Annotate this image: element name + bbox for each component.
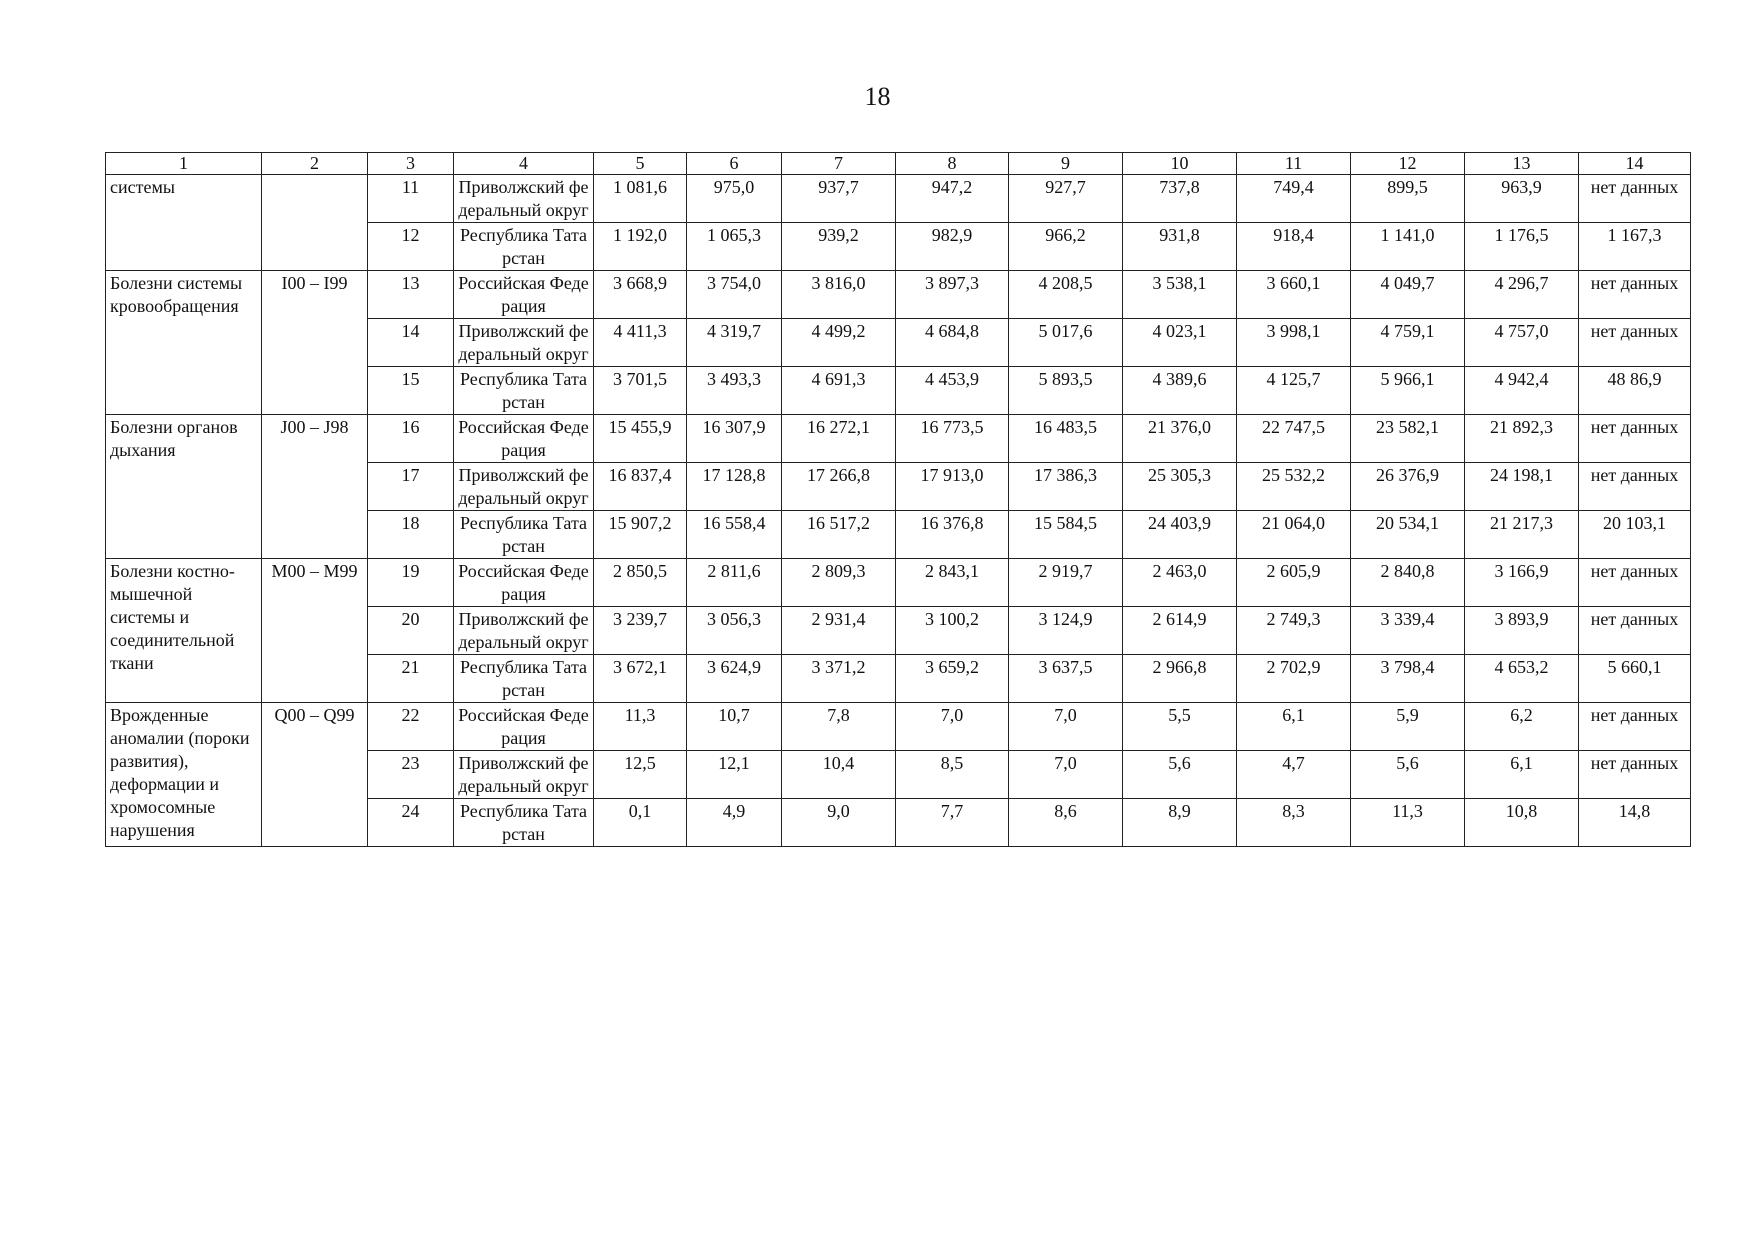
row-number-cell: 15	[368, 367, 454, 415]
value-cell: 2 702,9	[1237, 655, 1351, 703]
value-cell: 1 176,5	[1465, 223, 1579, 271]
value-cell: 0,1	[594, 799, 687, 847]
value-cell: 4 453,9	[896, 367, 1009, 415]
value-cell: 4 942,4	[1465, 367, 1579, 415]
table-row	[106, 703, 1691, 751]
value-cell: 1 192,0	[594, 223, 687, 271]
region-cell: Республика Татарстан	[454, 223, 594, 271]
value-cell: 17 128,8	[687, 463, 782, 511]
value-cell: 4,7	[1237, 751, 1351, 799]
value-cell: 20 534,1	[1351, 511, 1465, 559]
value-cell: 17 386,3	[1009, 463, 1123, 511]
value-cell: 2 850,5	[594, 559, 687, 607]
statistics-table	[105, 152, 1691, 847]
value-cell: 4 389,6	[1123, 367, 1237, 415]
value-cell: 4 759,1	[1351, 319, 1465, 367]
value-cell: 3 637,5	[1009, 655, 1123, 703]
row-number-cell: 12	[368, 223, 454, 271]
column-number-header: 2	[262, 153, 368, 175]
value-cell: 22 747,5	[1237, 415, 1351, 463]
value-cell: 2 809,3	[782, 559, 896, 607]
value-cell: 16 272,1	[782, 415, 896, 463]
value-cell: 3 998,1	[1237, 319, 1351, 367]
value-cell: 4 691,3	[782, 367, 896, 415]
column-number-header: 1	[106, 153, 262, 175]
value-cell: 3 754,0	[687, 271, 782, 319]
value-cell: 10,8	[1465, 799, 1579, 847]
value-cell: 4 319,7	[687, 319, 782, 367]
value-cell: 3 893,9	[1465, 607, 1579, 655]
value-cell: 5 966,1	[1351, 367, 1465, 415]
value-cell: 6,1	[1465, 751, 1579, 799]
column-number-header: 14	[1579, 153, 1691, 175]
value-cell: 1 141,0	[1351, 223, 1465, 271]
no-data-cell: нет данных	[1579, 319, 1691, 367]
row-number-cell: 13	[368, 271, 454, 319]
value-cell: 4 023,1	[1123, 319, 1237, 367]
value-cell: 5,6	[1123, 751, 1237, 799]
column-number-header: 12	[1351, 153, 1465, 175]
value-cell: 24 403,9	[1123, 511, 1237, 559]
icd-code-cell: I00 – I99	[262, 271, 368, 415]
value-cell: 16 483,5	[1009, 415, 1123, 463]
value-cell: 927,7	[1009, 175, 1123, 223]
value-cell: 2 931,4	[782, 607, 896, 655]
value-cell: 947,2	[896, 175, 1009, 223]
disease-class-cell: системы	[106, 175, 262, 271]
value-cell: 982,9	[896, 223, 1009, 271]
disease-class-cell: Болезни органов дыхания	[106, 415, 262, 559]
value-cell: 931,8	[1123, 223, 1237, 271]
row-number-cell: 21	[368, 655, 454, 703]
value-cell: 3 668,9	[594, 271, 687, 319]
table-row	[106, 175, 1691, 223]
value-cell: 2 966,8	[1123, 655, 1237, 703]
value-cell: 2 843,1	[896, 559, 1009, 607]
value-cell: 17 266,8	[782, 463, 896, 511]
value-cell: 16 558,4	[687, 511, 782, 559]
value-cell: 4 411,3	[594, 319, 687, 367]
column-number-header: 11	[1237, 153, 1351, 175]
region-cell: Российская Федерация	[454, 415, 594, 463]
value-cell: 2 463,0	[1123, 559, 1237, 607]
value-cell: 8,5	[896, 751, 1009, 799]
value-cell: 7,7	[896, 799, 1009, 847]
row-number-cell: 22	[368, 703, 454, 751]
value-cell: 3 798,4	[1351, 655, 1465, 703]
column-number-header: 10	[1123, 153, 1237, 175]
column-number-header: 8	[896, 153, 1009, 175]
row-number-cell: 14	[368, 319, 454, 367]
value-cell: 9,0	[782, 799, 896, 847]
value-cell: 3 124,9	[1009, 607, 1123, 655]
value-cell: 3 166,9	[1465, 559, 1579, 607]
value-cell: 918,4	[1237, 223, 1351, 271]
value-cell: 4 684,8	[896, 319, 1009, 367]
column-number-header: 3	[368, 153, 454, 175]
disease-class-cell: Болезни системы кровообращения	[106, 271, 262, 415]
column-number-header: 4	[454, 153, 594, 175]
no-data-cell: нет данных	[1579, 607, 1691, 655]
value-cell: 1 167,3	[1579, 223, 1691, 271]
region-cell: Российская Федерация	[454, 559, 594, 607]
value-cell: 1 081,6	[594, 175, 687, 223]
value-cell: 937,7	[782, 175, 896, 223]
table-row	[106, 271, 1691, 319]
region-cell: Республика Татарстан	[454, 799, 594, 847]
value-cell: 11,3	[1351, 799, 1465, 847]
row-number-cell: 24	[368, 799, 454, 847]
value-cell: 3 701,5	[594, 367, 687, 415]
region-cell: Республика Татарстан	[454, 655, 594, 703]
value-cell: 7,0	[896, 703, 1009, 751]
column-number-header: 6	[687, 153, 782, 175]
value-cell: 3 100,2	[896, 607, 1009, 655]
row-number-cell: 20	[368, 607, 454, 655]
value-cell: 966,2	[1009, 223, 1123, 271]
row-number-cell: 16	[368, 415, 454, 463]
value-cell: 3 371,2	[782, 655, 896, 703]
disease-class-cell: Болезни костно-мышечной системы и соединительной ткани	[106, 559, 262, 703]
value-cell: 16 517,2	[782, 511, 896, 559]
table-header-row	[106, 153, 1691, 175]
icd-code-cell: M00 – M99	[262, 559, 368, 703]
value-cell: 2 614,9	[1123, 607, 1237, 655]
value-cell: 3 493,3	[687, 367, 782, 415]
value-cell: 3 538,1	[1123, 271, 1237, 319]
value-cell: 7,0	[1009, 703, 1123, 751]
value-cell: 16 376,8	[896, 511, 1009, 559]
value-cell: 5,6	[1351, 751, 1465, 799]
value-cell: 3 239,7	[594, 607, 687, 655]
value-cell: 3 624,9	[687, 655, 782, 703]
value-cell: 975,0	[687, 175, 782, 223]
value-cell: 25 532,2	[1237, 463, 1351, 511]
value-cell: 17 913,0	[896, 463, 1009, 511]
value-cell: 21 217,3	[1465, 511, 1579, 559]
value-cell: 5,9	[1351, 703, 1465, 751]
row-number-cell: 19	[368, 559, 454, 607]
icd-code-cell: J00 – J98	[262, 415, 368, 559]
value-cell: 21 064,0	[1237, 511, 1351, 559]
value-cell: 4 757,0	[1465, 319, 1579, 367]
value-cell: 8,3	[1237, 799, 1351, 847]
table-row	[106, 415, 1691, 463]
region-cell: Приволжский федеральный округ	[454, 463, 594, 511]
value-cell: 15 584,5	[1009, 511, 1123, 559]
row-number-cell: 11	[368, 175, 454, 223]
value-cell: 5 893,5	[1009, 367, 1123, 415]
region-cell: Республика Татарстан	[454, 367, 594, 415]
no-data-cell: нет данных	[1579, 463, 1691, 511]
value-cell: 1 065,3	[687, 223, 782, 271]
no-data-cell: нет данных	[1579, 751, 1691, 799]
value-cell: 4 296,7	[1465, 271, 1579, 319]
value-cell: 939,2	[782, 223, 896, 271]
region-cell: Российская Федерация	[454, 271, 594, 319]
value-cell: 8,9	[1123, 799, 1237, 847]
no-data-cell: нет данных	[1579, 559, 1691, 607]
value-cell: 4 049,7	[1351, 271, 1465, 319]
value-cell: 3 672,1	[594, 655, 687, 703]
value-cell: 3 897,3	[896, 271, 1009, 319]
value-cell: 963,9	[1465, 175, 1579, 223]
no-data-cell: нет данных	[1579, 703, 1691, 751]
page-number: 18	[864, 82, 891, 111]
value-cell: 16 773,5	[896, 415, 1009, 463]
value-cell: 737,8	[1123, 175, 1237, 223]
value-cell: 8,6	[1009, 799, 1123, 847]
no-data-cell: нет данных	[1579, 175, 1691, 223]
value-cell: 6,2	[1465, 703, 1579, 751]
value-cell: 21 892,3	[1465, 415, 1579, 463]
disease-class-cell: Врожденные аномалии (пороки развития), деформации и хромосомные нарушения	[106, 703, 262, 847]
column-number-header: 13	[1465, 153, 1579, 175]
value-cell: 3 056,3	[687, 607, 782, 655]
value-cell: 5 017,6	[1009, 319, 1123, 367]
value-cell: 5,5	[1123, 703, 1237, 751]
value-cell: 2 919,7	[1009, 559, 1123, 607]
value-cell: 2 840,8	[1351, 559, 1465, 607]
value-cell: 6,1	[1237, 703, 1351, 751]
icd-code-cell	[262, 175, 368, 271]
region-cell: Приволжский федеральный округ	[454, 607, 594, 655]
value-cell: 3 659,2	[896, 655, 1009, 703]
value-cell: 24 198,1	[1465, 463, 1579, 511]
value-cell: 7,0	[1009, 751, 1123, 799]
value-cell: 16 837,4	[594, 463, 687, 511]
value-cell: 14,8	[1579, 799, 1691, 847]
column-number-header: 5	[594, 153, 687, 175]
value-cell: 4 653,2	[1465, 655, 1579, 703]
value-cell: 10,4	[782, 751, 896, 799]
table-row	[106, 559, 1691, 607]
value-cell: 749,4	[1237, 175, 1351, 223]
row-number-cell: 17	[368, 463, 454, 511]
value-cell: 7,8	[782, 703, 896, 751]
row-number-cell: 23	[368, 751, 454, 799]
value-cell: 12,5	[594, 751, 687, 799]
value-cell: 3 816,0	[782, 271, 896, 319]
value-cell: 10,7	[687, 703, 782, 751]
value-cell: 2 749,3	[1237, 607, 1351, 655]
table-body	[106, 153, 1691, 847]
region-cell: Республика Татарстан	[454, 511, 594, 559]
value-cell: 4 499,2	[782, 319, 896, 367]
value-cell: 3 339,4	[1351, 607, 1465, 655]
value-cell: 15 907,2	[594, 511, 687, 559]
value-cell: 899,5	[1351, 175, 1465, 223]
region-cell: Приволжский федеральный округ	[454, 175, 594, 223]
value-cell: 25 305,3	[1123, 463, 1237, 511]
value-cell: 21 376,0	[1123, 415, 1237, 463]
value-cell: 2 811,6	[687, 559, 782, 607]
region-cell: Приволжский федеральный округ	[454, 319, 594, 367]
value-cell: 4 125,7	[1237, 367, 1351, 415]
icd-code-cell: Q00 – Q99	[262, 703, 368, 847]
value-cell: 15 455,9	[594, 415, 687, 463]
value-cell: 12,1	[687, 751, 782, 799]
column-number-header: 7	[782, 153, 896, 175]
no-data-cell: нет данных	[1579, 415, 1691, 463]
row-number-cell: 18	[368, 511, 454, 559]
value-cell: 4,9	[687, 799, 782, 847]
value-cell: 2 605,9	[1237, 559, 1351, 607]
region-cell: Российская Федерация	[454, 703, 594, 751]
value-cell: 3 660,1	[1237, 271, 1351, 319]
value-cell: 23 582,1	[1351, 415, 1465, 463]
region-cell: Приволжский федеральный округ	[454, 751, 594, 799]
value-cell: 16 307,9	[687, 415, 782, 463]
value-cell: 5 660,1	[1579, 655, 1691, 703]
value-cell: 20 103,1	[1579, 511, 1691, 559]
value-cell: 26 376,9	[1351, 463, 1465, 511]
no-data-cell: нет данных	[1579, 271, 1691, 319]
value-cell: 48 86,9	[1579, 367, 1691, 415]
value-cell: 4 208,5	[1009, 271, 1123, 319]
value-cell: 11,3	[594, 703, 687, 751]
column-number-header: 9	[1009, 153, 1123, 175]
